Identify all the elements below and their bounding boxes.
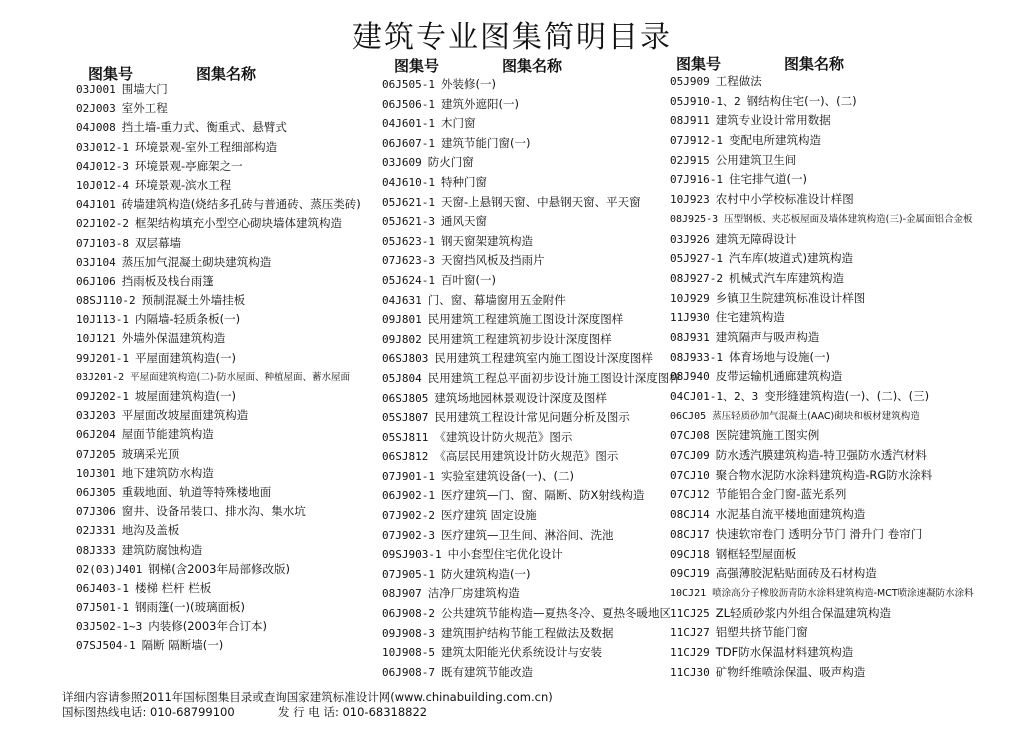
atlas-code: 08J333 [76, 543, 116, 557]
catalog-entry [382, 330, 681, 350]
atlas-code: 06J908-2 [382, 607, 435, 621]
atlas-code: 06J403-1 [76, 581, 129, 595]
atlas-name: 天窗挡风板及挡雨片 [440, 253, 545, 268]
atlas-code: 03J201-2 [76, 371, 125, 383]
atlas-name: 节能铝合金门窗-蓝光系列 [715, 487, 847, 502]
atlas-name: 蒸压轻质砂加气混凝土(AAC)砌块和板材建筑构造 [712, 410, 920, 422]
catalog-entry [670, 170, 974, 190]
atlas-code: 06J902-1 [382, 489, 435, 503]
catalog-list [670, 72, 974, 682]
catalog-entry [670, 505, 974, 525]
atlas-code: 11CJ25 [670, 606, 710, 620]
catalog-entry [670, 564, 974, 584]
atlas-name: 中小套型住宅优化设计 [447, 547, 563, 562]
catalog-entry [670, 92, 974, 112]
atlas-code: 06J506-1 [382, 97, 435, 111]
atlas-name: 民用建筑工程总平面初步设计施工图设计深度图样 [427, 370, 681, 385]
atlas-code: 11CJ27 [670, 626, 710, 640]
catalog-entry [670, 72, 974, 92]
catalog-entry [382, 526, 681, 546]
catalog-entry [76, 521, 361, 540]
atlas-name: 门、窗、幕墙窗用五金附件 [427, 292, 566, 307]
catalog-entry [670, 230, 974, 250]
atlas-name: 环境景观-亭廊架之一 [134, 158, 243, 173]
atlas-code: 08J931 [670, 330, 710, 344]
atlas-code: 07J912-1 [670, 134, 723, 148]
catalog-entry [670, 249, 974, 269]
header-name-label: 图集名称 [784, 55, 845, 73]
atlas-name: 挡雨板及栈台雨篷 [121, 273, 214, 288]
atlas-name: 洁净厂房建筑构造 [427, 586, 520, 601]
atlas-name: 民用建筑工程建筑施工图设计深度图样 [427, 312, 624, 327]
atlas-code: 03J012-1 [76, 140, 129, 154]
header-code-label: 图集号 [88, 65, 134, 83]
atlas-code: 11J930 [670, 311, 710, 325]
catalog-entry [670, 466, 974, 486]
catalog-entry [382, 153, 681, 173]
catalog-entry [76, 636, 361, 655]
atlas-name: 挡土墙-重力式、衡重式、悬臂式 [121, 120, 287, 135]
atlas-name: 木门窗 [440, 116, 476, 131]
catalog-entry [76, 445, 361, 464]
header-name-label: 图集名称 [196, 65, 257, 83]
catalog-entry [670, 111, 974, 131]
hotline-label: 国标图热线电话: [62, 705, 147, 719]
atlas-name: 防水透汽膜建筑构造-特卫强防水透汽材料 [715, 448, 927, 463]
atlas-code: 06J505-1 [382, 78, 435, 91]
atlas-code: 05J927-1 [670, 252, 723, 266]
atlas-code: 06SJ805 [382, 391, 429, 405]
atlas-code: 05J909 [670, 75, 710, 88]
atlas-code: 07CJ12 [670, 488, 710, 502]
catalog-entry [670, 663, 974, 683]
atlas-name: 民用建筑工程建筑室内施工图设计深度图样 [434, 351, 653, 366]
atlas-code: 05J623-1 [382, 234, 435, 248]
atlas-code: 04J012-3 [76, 159, 129, 173]
catalog-entry [382, 486, 681, 506]
catalog-entry [76, 349, 361, 368]
catalog-entry [76, 253, 361, 272]
catalog-entry [76, 464, 361, 483]
atlas-code: 07J623-3 [382, 254, 435, 268]
atlas-code: 05J624-1 [382, 273, 435, 287]
atlas-code: 04CJ01-1、2、3 [670, 390, 759, 403]
atlas-name: 建筑防腐蚀构造 [121, 542, 203, 557]
catalog-entry [382, 310, 681, 330]
atlas-code: 10J908-5 [382, 646, 435, 660]
atlas-code: 06J305 [76, 485, 116, 499]
atlas-name: 公共建筑节能构造—夏热冬冷、夏热冬暖地区 [440, 606, 671, 621]
atlas-name: 水泥基自流平楼地面建筑构造 [715, 507, 866, 522]
catalog-entry [382, 545, 681, 565]
atlas-name: 医疗建筑—卫生间、淋浴间、洗池 [440, 527, 614, 542]
atlas-name: 建筑外遮阳(一) [440, 96, 519, 111]
atlas-name: 实验室建筑设备(一)、(二) [440, 468, 574, 483]
catalog-entry [382, 232, 681, 252]
atlas-name: 屋面节能建筑构造 [121, 427, 214, 442]
atlas-code: 10CJ21 [670, 587, 707, 599]
atlas-code: 05J910-1、2 [670, 94, 741, 108]
atlas-name: 工程做法 [715, 74, 762, 88]
catalog-entry [76, 234, 361, 253]
catalog-entry [76, 541, 361, 560]
catalog-entry [670, 407, 974, 427]
atlas-name: 蒸压加气混凝土砌块建筑构造 [121, 254, 272, 269]
atlas-name: 民用建筑工程设计常见问题分析及图示 [434, 410, 630, 425]
atlas-name: 百叶窗(一) [440, 272, 496, 287]
catalog-entry [382, 349, 681, 369]
header-name-label: 图集名称 [502, 57, 563, 75]
atlas-code: 07CJ08 [670, 429, 710, 443]
catalog-entry [76, 560, 361, 579]
atlas-code: 06SJ803 [382, 352, 429, 366]
atlas-name: 铝塑共挤节能门窗 [715, 625, 808, 640]
atlas-name: 医疗建筑 固定设施 [440, 508, 537, 523]
atlas-code: 07J306 [76, 505, 116, 519]
catalog-entry [382, 95, 681, 115]
atlas-name: 室外工程 [121, 101, 168, 116]
atlas-name: 聚合物水泥防水涂料建筑构造-RG防水涂料 [715, 467, 933, 482]
atlas-code: 06J106 [76, 274, 116, 288]
catalog-entry [76, 598, 361, 617]
catalog-entry [76, 483, 361, 502]
atlas-code: 02J915 [670, 153, 710, 167]
atlas-name: 公用建筑卫生间 [715, 152, 797, 167]
catalog-entry [382, 251, 681, 271]
atlas-code: 09J801 [382, 313, 422, 327]
atlas-name: 特种门窗 [440, 174, 487, 189]
catalog-list [382, 75, 681, 682]
atlas-code: 03J502-1~3 [76, 620, 143, 634]
atlas-name: 高强薄胶泥粘贴面砖及石材构造 [715, 566, 877, 581]
atlas-name: 建筑太阳能光伏系统设计与安装 [440, 645, 602, 660]
catalog-entry [382, 584, 681, 604]
catalog-entry [382, 565, 681, 585]
atlas-code: 06SJ812 [382, 450, 429, 464]
atlas-name: TDF防水保温材料建筑构造 [715, 644, 854, 659]
atlas-code: 02(03)J401 [76, 562, 143, 576]
catalog-entry [382, 271, 681, 291]
atlas-name: 医疗建筑—门、窗、隔断、防X射线构造 [440, 488, 645, 503]
atlas-code: 04J631 [382, 293, 422, 307]
catalog-entry [76, 176, 361, 195]
header-code-label: 图集号 [394, 57, 440, 75]
catalog-entry [76, 214, 361, 233]
catalog-entry [382, 291, 681, 311]
atlas-code: 03J609 [382, 156, 422, 170]
footer-reference-text: 详细内容请参照2011年国标图集目录或查询国家建筑标准设计网(www.chinabuilding.com.cn) [62, 690, 553, 704]
atlas-name: 内装修(2003年合订本) [148, 619, 267, 634]
atlas-name: 钢梯(含2003年局部修改版) [148, 561, 290, 576]
atlas-name: 变形缝建筑构造(一)、(二)、(三) [764, 389, 930, 403]
atlas-name: 双层幕墙 [134, 235, 181, 250]
atlas-code: 07CJ10 [670, 468, 710, 482]
catalog-entry [670, 387, 974, 407]
catalog-entry [382, 408, 681, 428]
atlas-name: 钢雨篷(一)(玻璃面板) [134, 600, 245, 615]
atlas-code: 04J610-1 [382, 175, 435, 189]
catalog-entry [76, 425, 361, 444]
atlas-code: 09SJ903-1 [382, 548, 442, 562]
catalog-entry [76, 368, 361, 387]
atlas-code: 09J802 [382, 332, 422, 346]
catalog-entry [382, 173, 681, 193]
atlas-code: 09CJ19 [670, 567, 710, 581]
atlas-code: 05SJ811 [382, 430, 429, 444]
atlas-code: 08J907 [382, 587, 422, 601]
atlas-code: 07J901-1 [382, 469, 435, 483]
catalog-entry [76, 195, 361, 214]
atlas-code: 07J205 [76, 447, 116, 461]
atlas-name: 喷涂高分子橡胶沥青防水涂料建筑构造-MCT喷涂速凝防水涂料 [712, 587, 974, 599]
catalog-entry [382, 506, 681, 526]
atlas-name: 农村中小学校标准设计样图 [715, 192, 854, 207]
hotline-number: 010-68799100 [150, 705, 235, 719]
atlas-code: 10J012-4 [76, 178, 129, 192]
atlas-code: 10J923 [670, 193, 710, 207]
atlas-name: 窗井、设备吊装口、排水沟、集水坑 [121, 504, 306, 519]
catalog-entry [76, 406, 361, 425]
atlas-code: 08J925-3 [670, 213, 719, 225]
atlas-name: 平屋面建筑构造(一) [134, 350, 236, 365]
atlas-code: 07SJ504-1 [76, 639, 136, 653]
atlas-code: 02J331 [76, 524, 116, 538]
atlas-name: 机械式汽车库建筑构造 [728, 270, 844, 285]
catalog-entry [382, 193, 681, 213]
atlas-code: 05J621-3 [382, 215, 435, 229]
catalog-entry [76, 387, 361, 406]
atlas-name: 内隔墙-轻质条板(一) [134, 312, 241, 327]
atlas-name: 既有建筑节能改造 [440, 664, 533, 679]
atlas-code: 06J607-1 [382, 136, 435, 150]
atlas-name: 隔断 隔断墙(一) [141, 638, 224, 653]
atlas-code: 05J804 [382, 371, 422, 385]
atlas-name: 砖墙建筑构造(烧结多孔砖与普通砖、蒸压类砖) [121, 197, 361, 212]
catalog-entry [670, 446, 974, 466]
atlas-code: 11CJ29 [670, 645, 710, 659]
atlas-code: 03J104 [76, 255, 116, 269]
atlas-code: 10J301 [76, 466, 116, 480]
atlas-name: 汽车库(坡道式)建筑构造 [728, 251, 853, 266]
atlas-name: 建筑场地园林景观设计深度及图样 [434, 390, 607, 405]
atlas-name: 建筑无障碍设计 [715, 231, 797, 246]
catalog-entry [382, 467, 681, 487]
atlas-code: 03J203 [76, 409, 116, 423]
atlas-name: 通风天窗 [440, 214, 487, 229]
atlas-name: 平屋面建筑构造(二)-防水屋面、种植屋面、蓄水屋面 [130, 371, 351, 383]
catalog-entry [76, 291, 361, 310]
atlas-name: 防火门窗 [427, 155, 474, 170]
atlas-code: 04J008 [76, 121, 116, 135]
atlas-code: 02J003 [76, 102, 116, 116]
issue-phone-number: 010-68318822 [342, 705, 428, 719]
footer-note [62, 690, 553, 720]
atlas-code: 07J902-3 [382, 528, 435, 542]
catalog-entry [382, 134, 681, 154]
atlas-name: 钢结构住宅(一)、(二) [746, 93, 857, 108]
atlas-code: 07J103-8 [76, 236, 129, 250]
atlas-name: 住宅排气道(一) [728, 172, 807, 187]
atlas-name: 楼梯 栏杆 栏板 [134, 580, 212, 595]
atlas-name: 地沟及盖板 [121, 523, 180, 538]
atlas-code: 05J621-1 [382, 195, 435, 209]
atlas-code: 10J113-1 [76, 313, 129, 327]
catalog-entry [382, 75, 681, 95]
atlas-code: 08J940 [670, 370, 710, 384]
atlas-name: 钢天窗架建筑构造 [440, 233, 533, 248]
atlas-code: 04J601-1 [382, 117, 435, 131]
atlas-name: 建筑隔声与吸声构造 [715, 329, 820, 344]
catalog-entry [670, 210, 974, 230]
atlas-name: 《建筑设计防火规范》图示 [434, 429, 573, 444]
atlas-name: 外装修(一) [440, 77, 496, 91]
catalog-entry [76, 118, 361, 137]
catalog-entry [670, 131, 974, 151]
atlas-code: 02J102-2 [76, 217, 129, 231]
header-code-label: 图集号 [676, 55, 722, 73]
atlas-code: 08J933-1 [670, 350, 723, 364]
atlas-code: 09J908-3 [382, 626, 435, 640]
catalog-entry [76, 138, 361, 157]
catalog-entry [670, 643, 974, 663]
atlas-name: 建筑围护结构节能工程做法及数据 [440, 625, 614, 640]
catalog-entry [76, 99, 361, 118]
atlas-name: 皮带运输机通廊建筑构造 [715, 369, 843, 384]
atlas-code: 10J929 [670, 291, 710, 305]
column-header [394, 55, 562, 76]
atlas-code: 06J204 [76, 428, 116, 442]
atlas-name: 平屋面改坡屋面建筑构造 [121, 408, 249, 423]
page-title: 建筑专业图集简明目录 [352, 20, 672, 55]
atlas-code: 04J101 [76, 198, 116, 212]
catalog-entry [76, 617, 361, 636]
atlas-name: 环境景观-室外工程细部构造 [134, 139, 278, 154]
catalog-entry [670, 584, 974, 604]
catalog-entry [76, 579, 361, 598]
catalog-entry [76, 157, 361, 176]
atlas-code: 07J501-1 [76, 601, 129, 615]
catalog-entry [382, 389, 681, 409]
atlas-code: 08CJ17 [670, 527, 710, 541]
catalog-entry [382, 624, 681, 644]
catalog-entry [670, 545, 974, 565]
catalog-entry [382, 114, 681, 134]
catalog-entry [382, 663, 681, 683]
catalog-entry [76, 329, 361, 348]
catalog-entry [382, 212, 681, 232]
atlas-name: 住宅建筑构造 [715, 310, 785, 325]
catalog-entry [670, 308, 974, 328]
atlas-name: 坡屋面建筑构造(一) [134, 389, 236, 403]
atlas-code: 09CJ18 [670, 547, 710, 561]
catalog-entry [382, 604, 681, 624]
atlas-name: 围墙大门 [121, 82, 168, 96]
catalog-entry [382, 643, 681, 663]
atlas-name: 天窗-上悬钢天窗、中悬钢天窗、平天窗 [440, 194, 641, 209]
atlas-code: 99J201-1 [76, 351, 129, 365]
column-header [676, 53, 844, 74]
atlas-name: 民用建筑工程建筑初步设计深度图样 [427, 331, 612, 346]
catalog-entry [76, 310, 361, 329]
atlas-name: 建筑节能门窗(一) [440, 135, 531, 150]
atlas-name: 体育场地与设施(一) [728, 349, 830, 364]
atlas-name: 矿物纤维喷涂保温、吸声构造 [715, 664, 866, 679]
atlas-name: 预制混凝土外墙挂板 [141, 293, 246, 308]
atlas-code: 06J908-7 [382, 665, 435, 679]
catalog-entry [670, 269, 974, 289]
atlas-code: 05SJ807 [382, 411, 429, 425]
catalog-entry [670, 328, 974, 348]
catalog-entry [670, 525, 974, 545]
catalog-entry [382, 447, 681, 467]
atlas-name: 建筑专业设计常用数据 [715, 113, 831, 128]
catalog-entry [670, 485, 974, 505]
atlas-name: 医院建筑施工图实例 [715, 428, 820, 443]
footer-phone-line [62, 705, 553, 720]
catalog-entry [670, 604, 974, 624]
atlas-code: 03J926 [670, 232, 710, 246]
atlas-code: 11CJ30 [670, 665, 710, 679]
atlas-code: 09J202-1 [76, 390, 129, 403]
atlas-code: 07J916-1 [670, 173, 723, 187]
atlas-name: 外墙外保温建筑构造 [121, 331, 226, 346]
atlas-name: 地下建筑防水构造 [121, 465, 214, 480]
catalog-entry [670, 367, 974, 387]
catalog-entry [670, 289, 974, 309]
atlas-name: 快速软帘卷门 透明分节门 滑升门 卷帘门 [715, 526, 923, 541]
atlas-code: 08J911 [670, 114, 710, 128]
atlas-name: 乡镇卫生院建筑标准设计样图 [715, 290, 866, 305]
catalog-entry [670, 348, 974, 368]
atlas-name: 玻璃采光顶 [121, 446, 180, 461]
catalog-entry [670, 151, 974, 171]
atlas-name: ZL轻质砂浆内外组合保温建筑构造 [715, 605, 892, 620]
catalog-entry [76, 502, 361, 521]
catalog-entry [670, 623, 974, 643]
atlas-code: 07CJ09 [670, 449, 710, 463]
catalog-entry [382, 369, 681, 389]
atlas-name: 环境景观-滨水工程 [134, 177, 232, 192]
atlas-code: 03J001 [76, 83, 116, 96]
atlas-name: 《高层民用建筑设计防火规范》图示 [434, 449, 619, 464]
atlas-code: 10J121 [76, 332, 116, 346]
atlas-name: 变配电所建筑构造 [728, 133, 821, 148]
issue-phone-label: 发 行 电 话: [277, 705, 339, 719]
catalog-entry [76, 272, 361, 291]
atlas-code: 08SJ110-2 [76, 294, 136, 308]
atlas-code: 07J905-1 [382, 567, 435, 581]
catalog-list [76, 80, 361, 656]
catalog-entry [670, 426, 974, 446]
catalog-entry [670, 190, 974, 210]
atlas-name: 钢框轻型屋面板 [715, 546, 797, 561]
catalog-entry [382, 428, 681, 448]
atlas-name: 防火建筑构造(一) [440, 566, 531, 581]
atlas-code: 07J902-2 [382, 509, 435, 523]
atlas-name: 框架结构填充小型空心砌块墙体建筑构造 [134, 216, 342, 231]
atlas-code: 08CJ14 [670, 508, 710, 522]
atlas-name: 压型钢板、夹芯板屋面及墙体建筑构造(三)-金属面铝合金板 [724, 213, 973, 225]
atlas-name: 重载地面、轨道等特殊楼地面 [121, 484, 272, 499]
catalog-entry [76, 80, 361, 99]
atlas-code: 06CJ05 [670, 410, 707, 422]
atlas-code: 08J927-2 [670, 271, 723, 285]
